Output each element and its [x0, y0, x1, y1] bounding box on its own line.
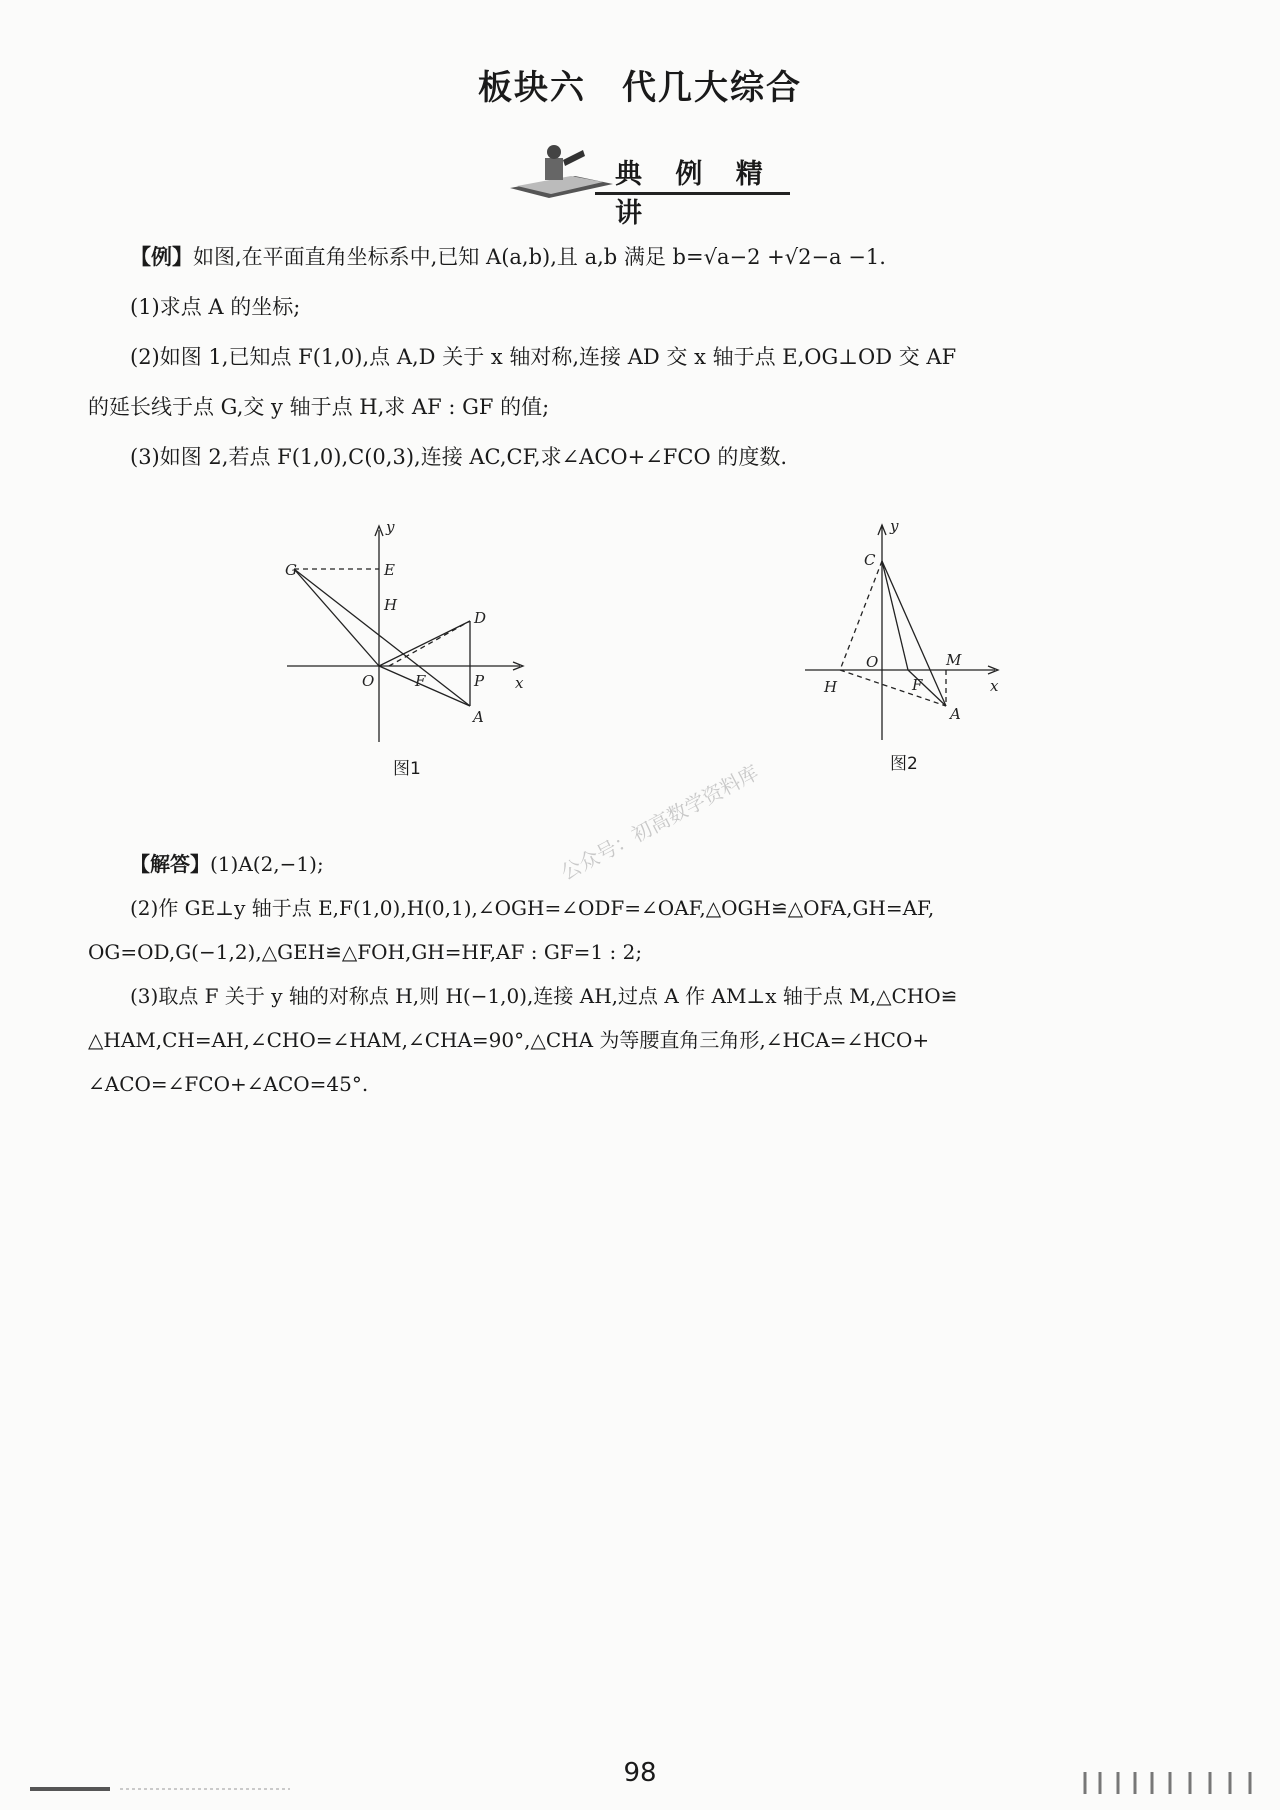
question-2-line-1: (2)如图 1,已知点 F(1,0),点 A,D 关于 x 轴对称,连接 AD 交 x 轴于点 E,OG⊥OD 交 AF: [130, 345, 957, 369]
fig1-label-F: F: [415, 672, 426, 690]
footer-rule-left: [30, 1785, 290, 1793]
problem-stem: [88, 232, 1208, 282]
fig2-label-C: C: [864, 551, 876, 569]
solution-block: [88, 842, 1208, 1106]
watermark: 公众号：初高数学资料库: [556, 760, 763, 885]
question-2-line-2: 的延长线于点 G,交 y 轴于点 H,求 AF : GF 的值;: [88, 395, 550, 419]
fig2-label-y: y: [890, 517, 899, 535]
fig2-label-O: O: [866, 653, 879, 671]
fig2-label-A: A: [950, 705, 961, 723]
section-underline: [595, 192, 790, 195]
fig1-label-E: E: [384, 561, 395, 579]
problem-stem-text: 如图,在平面直角坐标系中,已知 A(a,b),且 a,b 满足 b=√a−2 +√2−a −1.: [193, 245, 886, 269]
solution-tag: 【解答】: [130, 852, 210, 876]
fig1-label-D: D: [474, 609, 487, 627]
fig2-label-x: x: [990, 677, 999, 695]
footer-bars-right: [1080, 1770, 1265, 1796]
fig1-label-A: A: [473, 708, 484, 726]
fig1-label-y: y: [386, 520, 395, 536]
fig1-label-x: x: [515, 674, 524, 692]
fig2-label-M: M: [946, 651, 962, 669]
figure-2: [800, 515, 1020, 774]
solution-2-line-2: OG=OD,G(−1,2),△GEH≌△FOH,GH=HF,AF : GF=1 : 2;: [88, 940, 643, 964]
problem-tag: 【例】: [130, 244, 193, 269]
question-3: (3)如图 2,若点 F(1,0),C(0,3),连接 AC,CF,求∠ACO+∠FCO 的度数.: [130, 445, 788, 469]
fig1-label-H: H: [384, 596, 398, 614]
fig1-label-O: O: [362, 672, 375, 690]
fig2-label-H: H: [824, 678, 838, 696]
page-title: 板块六 代几大综合: [478, 68, 802, 108]
section-banner: [505, 140, 805, 229]
fig1-label-P: P: [474, 672, 485, 690]
fig2-label-F: F: [912, 676, 923, 694]
figure-1-caption: 图1: [393, 759, 421, 779]
fig1-label-G: G: [285, 561, 297, 579]
figure-1-diagram: [285, 520, 545, 750]
solution-3-line-2: △HAM,CH=AH,∠CHO=∠HAM,∠CHA=90°,△CHA 为等腰直角三角形,∠HCA=∠HCO+: [88, 1028, 930, 1052]
figure-1: [285, 520, 545, 779]
solution-3-line-1: (3)取点 F 关于 y 轴的对称点 H,则 H(−1,0),连接 AH,过点 A 作 AM⊥x 轴于点 M,△CHO≌: [130, 984, 958, 1008]
problem-block: [88, 232, 1208, 482]
page-number: 98: [623, 1758, 657, 1788]
figure-2-caption: 图2: [890, 754, 918, 774]
solution-2-line-1: (2)作 GE⊥y 轴于点 E,F(1,0),H(0,1),∠OGH=∠ODF=∠OAF,△OGH≌△OFA,GH=AF,: [130, 896, 935, 920]
solution-1-text: (1)A(2,−1);: [210, 852, 324, 876]
section-label: 典 例 精 讲: [615, 159, 775, 229]
solution-1: [88, 842, 1208, 886]
figure-2-diagram: [800, 515, 1020, 745]
question-1: (1)求点 A 的坐标;: [130, 295, 301, 319]
solution-3-line-3: ∠ACO=∠FCO+∠ACO=45°.: [88, 1072, 369, 1096]
